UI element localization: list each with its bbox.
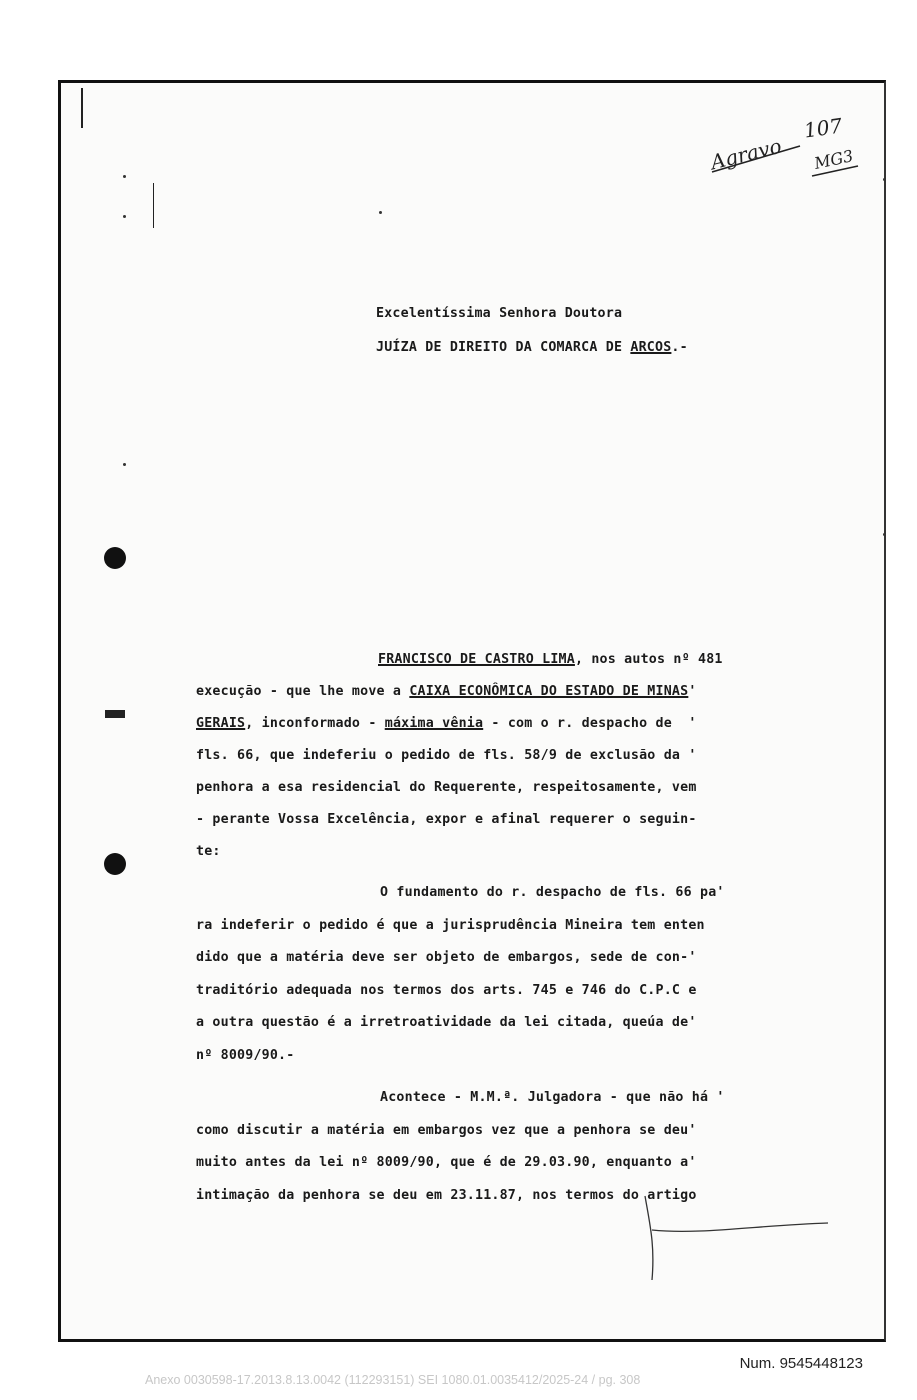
text-span: traditório adequada nos termos dos arts. 745 e 746 do C.P.C e <box>196 982 697 998</box>
scan-speck <box>379 211 382 214</box>
handwritten-annotation-initials: MG3 <box>812 146 855 173</box>
address-line-2 <box>376 340 688 355</box>
text-line <box>196 780 697 795</box>
text-span: , inconformado - <box>245 716 385 731</box>
text-line <box>196 684 697 699</box>
text-span: execução - que lhe move a <box>196 684 410 699</box>
text-line <box>196 1188 697 1203</box>
page-stamp: Anexo 0030598-17.2013.8.13.0042 (112293151) SEI 1080.01.0035412/2025-24 / pg. 308 <box>145 1373 641 1387</box>
document-number: Num. 9545448123 <box>739 1355 863 1372</box>
text-line <box>196 844 221 859</box>
text-span: ' <box>688 684 697 699</box>
text-line <box>196 1015 697 1030</box>
text-span: penhora a esa residencial do Requerente, respeitosamente, vem <box>196 780 697 795</box>
text-span: ra indeferir o pedido é que a jurisprudência Mineira tem enten <box>196 917 705 933</box>
text-line <box>196 748 697 763</box>
text-span: Acontece - M.M.ª. Julgadora - que não há ' <box>380 1090 725 1105</box>
text-line <box>196 950 697 965</box>
text-span: a outra questão é a irretroatividade da lei citada, queúa de' <box>196 1015 697 1030</box>
text-line <box>196 1123 697 1138</box>
address-court: JUÍZA DE DIREITO DA COMARCA DE <box>376 340 631 355</box>
text-span: te: <box>196 844 221 859</box>
text-line <box>196 812 697 827</box>
text-line <box>380 1090 725 1105</box>
text-line <box>196 983 697 998</box>
text-span: - com o r. despacho de ' <box>483 716 697 731</box>
scan-speck <box>123 215 126 218</box>
text-span: fls. 66, que indeferiu o pedido de fls. 58/9 de exclusão da ' <box>196 748 697 763</box>
scan-speck <box>883 533 886 536</box>
scan-speck <box>123 463 126 466</box>
text-span: intimação da penhora se deu em 23.11.87, nos termos do artigo <box>196 1187 697 1203</box>
text-span: como discutir a matéria em embargos vez que a penhora se deu' <box>196 1122 697 1138</box>
text-span: dido que a matéria deve ser objeto de embargos, sede de con-' <box>196 950 697 965</box>
address-line-1: Excelentíssima Senhora Doutora <box>376 306 623 321</box>
text-line <box>380 885 725 900</box>
address-suffix: .- <box>671 340 688 355</box>
margin-rule <box>81 88 83 128</box>
handwritten-annotation-word: Agravo <box>708 133 784 175</box>
scan-speck <box>123 175 126 178</box>
scan-speck <box>883 178 886 181</box>
text-line <box>378 652 723 667</box>
text-line <box>196 1048 294 1063</box>
text-line <box>196 918 705 933</box>
underlined-text: máxima vênia <box>384 716 484 731</box>
text-span: nº 8009/90.- <box>196 1047 295 1063</box>
text-span: , nos autos nº 481 <box>574 652 723 667</box>
address-city: ARCOS <box>630 340 672 355</box>
underlined-text: GERAIS <box>196 716 246 731</box>
punch-hole-top <box>104 547 126 569</box>
text-line <box>196 1155 697 1170</box>
handwritten-annotation-number: 107 <box>802 113 844 143</box>
punch-hole-bottom <box>104 853 126 875</box>
underlined-text: CAIXA ECONÔMICA DO ESTADO DE MINAS <box>409 684 689 699</box>
margin-rule <box>153 183 154 228</box>
margin-ink-mark <box>105 710 125 718</box>
document-sheet <box>58 80 886 1342</box>
text-span: muito antes da lei nº 8009/90, que é de 29.03.90, enquanto a' <box>196 1155 697 1170</box>
text-span: O fundamento do r. despacho de fls. 66 pa' <box>380 885 725 900</box>
text-line <box>196 716 697 731</box>
underlined-text: FRANCISCO DE CASTRO LIMA <box>378 652 575 667</box>
text-span: - perante Vossa Excelência, expor e afinal requerer o seguin- <box>196 812 697 827</box>
